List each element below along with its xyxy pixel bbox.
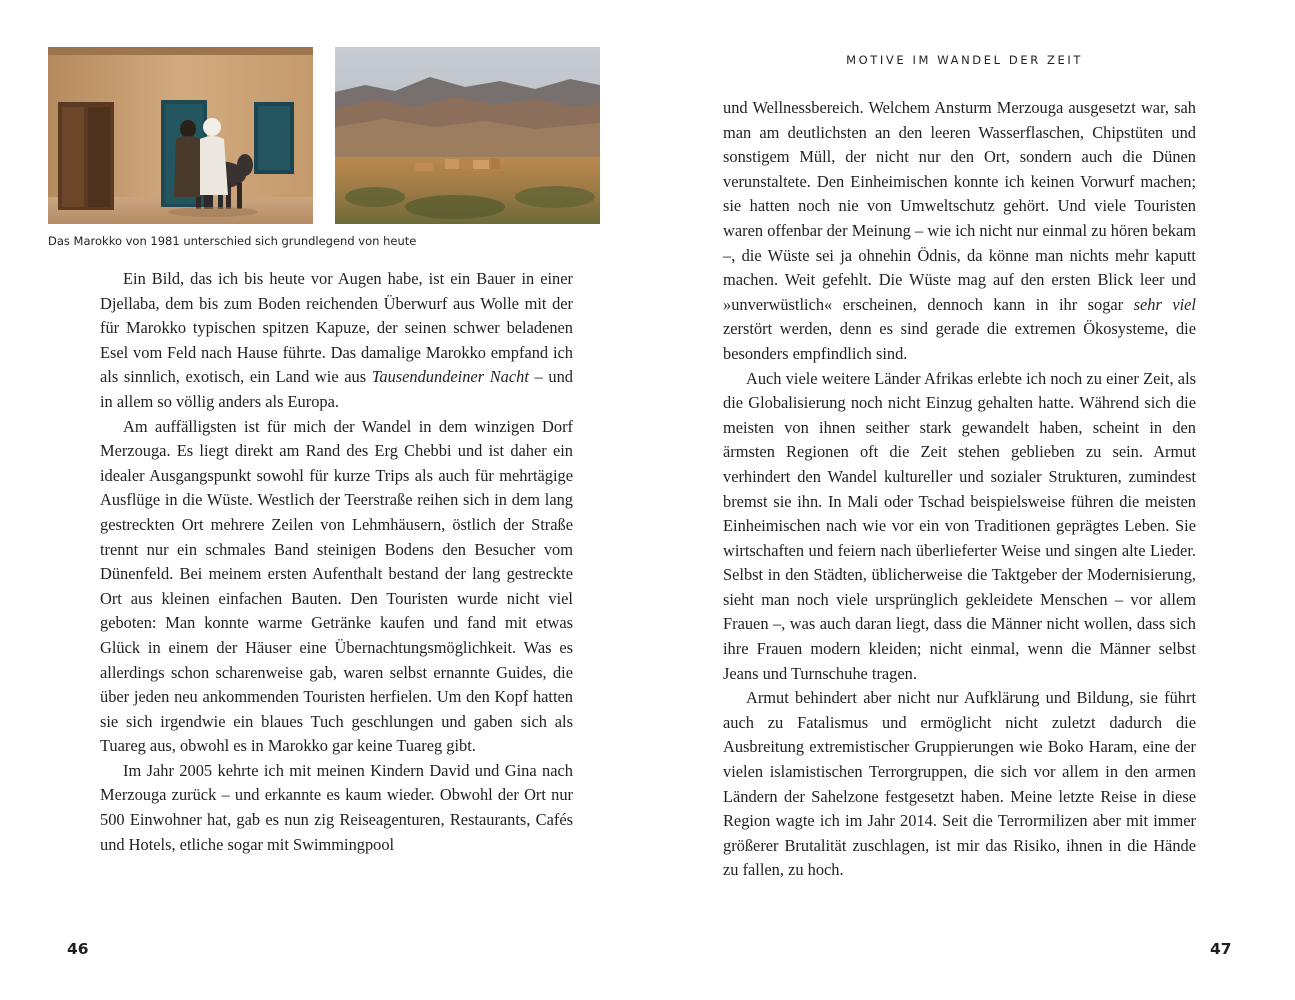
text-segment: Im Jahr 2005 kehrte ich mit meinen Kindern David und Gina nach Merzouga zurück – und erkannte es kaum wieder. Obwohl der Ort nur 500 Einwohner hat, gab es nun zig Reiseagenturen, Restaurants, Cafés und Hotels, etliche sogar mit Swimmingpool xyxy=(100,760,573,854)
text-segment: und Wellnessbereich. Welchem Ansturm Merzouga ausgesetzt war, sah man am deutlichsten an den leeren Wasserflaschen, Chipstüten und sonstigem Müll, der nicht nur den Ort, sondern auch die Dünen verunstaltete. Den Einheimischen konnte ich keinen Vorwurf machen; sie hatten noch nie von Umweltschutz gehört. Und viele Touristen waren offenbar der Meinung – wie ich nicht nur einmal zu hören bekam –, die Wüste sei ja ohnehin Ödnis, da könne man nichts mehr kaputt machen. Weit gefehlt. Die Wüste mag auf den ersten Blick leer und »unverwüstlich« erscheinen, dennoch kann in ihr sogar xyxy=(723,98,1196,314)
paragraph xyxy=(723,367,1196,687)
italic-text-segment: Tausendundeiner Nacht xyxy=(371,367,529,387)
left-body-text xyxy=(100,267,573,857)
page-number-left: 46 xyxy=(67,940,89,958)
paragraph xyxy=(100,415,573,759)
text-segment: zerstört werden, denn es sind gerade die extremen Ökosysteme, die besonders empfindlich sind. xyxy=(723,319,1196,363)
right-body-text xyxy=(723,96,1196,883)
morocco-mountain-landscape-photo xyxy=(335,47,600,224)
paragraph xyxy=(723,96,1196,367)
running-head: MOTIVE IM WANDEL DER ZEIT xyxy=(846,53,1083,67)
right-page xyxy=(648,0,1295,1000)
page-number-right: 47 xyxy=(1210,940,1232,958)
text-segment: Auch viele weitere Länder Afrikas erlebte ich noch zu einer Zeit, als die Globalisierung noch nicht Einzug gehalten hatte. Während sich die meisten von ihnen seither stark gewandelt haben, scheint in den ärmsten Regionen oft die Zeit stehen geblieben zu sein. Armut verhindert den Wandel kultureller und sozialer Strukturen, zumindest bremst sie ihn. In Mali oder Tschad beispielsweise führen die meisten Einheimischen nach wie vor ein von Traditionen geprägtes Leben. Sie wirtschaften und feiern nach überlieferter Weise und singen alte Lieder. Selbst in den Städten, üblicherweise die Taktgeber der Modernisierung, sieht man noch viele ursprünglich gekleidete Menschen – vor allem Frauen –, was auch daran liegt, dass die Männer nicht wollen, dass sich ihre Frauen modern kleiden; nicht einmal, wenn die Männer selbst Jeans und Turnschuhe tragen. xyxy=(723,368,1196,683)
text-segment: – und in allem so völlig anders als Europa. xyxy=(100,367,573,411)
paragraph xyxy=(100,759,573,857)
text-segment: Armut behindert aber nicht nur Aufklärung und Bildung, sie führt auch zu Fatalismus und ermöglicht nicht zuletzt dadurch die Ausbreitung extremistischer Gruppierungen wie Boko Haram, eine der vielen islamistischen Terrorgruppen, die sich vor allem in den armen Ländern der Sahelzone festgesetzt haben. Meine letzte Reise in diese Region wagte ich im Jahr 2014. Seit die Terrormilizen aber mit immer größerer Brutalität zuschlagen, ist mir das Risiko, ihnen in die Hände zu fallen, zu hoch. xyxy=(723,688,1196,880)
paragraph xyxy=(723,686,1196,883)
photo-caption: Das Marokko von 1981 unterschied sich grundlegend von heute xyxy=(48,234,417,248)
paragraph xyxy=(100,267,573,415)
morocco-village-men-with-donkey-photo xyxy=(48,47,313,224)
italic-text-segment: sehr viel xyxy=(1133,294,1196,314)
text-segment: Am auffälligsten ist für mich der Wandel in dem winzigen Dorf Merzouga. Es liegt direkt am Rand des Erg Chebbi und ist daher ein idealer Ausgangspunkt sowohl für kurze Trips als auch für mehrtägige Ausflüge in die Wüste. Westlich der Teerstraße reihen sich in dem lang gestreckten Ort mehrere Zeilen von Lehmhäusern, östlich der Straße trennt nur ein schmales Band steinigen Bodens den Besucher vom Dünenfeld. Bei meinem ersten Aufenthalt bestand der lang gestreckte Ort aus kleinen einfachen Bauten. Den Touristen wurde nicht viel geboten: Man konnte warme Getränke kaufen und fand mit etwas Glück in einem der Häuser eine Übernachtungsmöglichkeit. Was es allerdings schon scharenweise gab, waren selbst ernannte Guides, die über jeden neu ankommenden Touristen herfielen. Um den Kopf hatten sie sich irgendwie ein blaues Tuch geschlungen und gaben sich als Tuareg aus, obwohl es in Marokko gar keine Tuareg gibt. xyxy=(100,416,573,756)
left-page xyxy=(0,0,647,1000)
text-segment: Ein Bild, das ich bis heute vor Augen habe, ist ein Bauer in einer Djellaba, dem bis zum Boden reichenden Überwurf aus Wolle mit der für Marokko typischen spitzen Kapuze, der seinen schwer beladenen Esel vom Feld nach Hause führte. Das damalige Marokko empfand ich als sinnlich, exotisch, ein Land wie aus xyxy=(100,269,573,387)
